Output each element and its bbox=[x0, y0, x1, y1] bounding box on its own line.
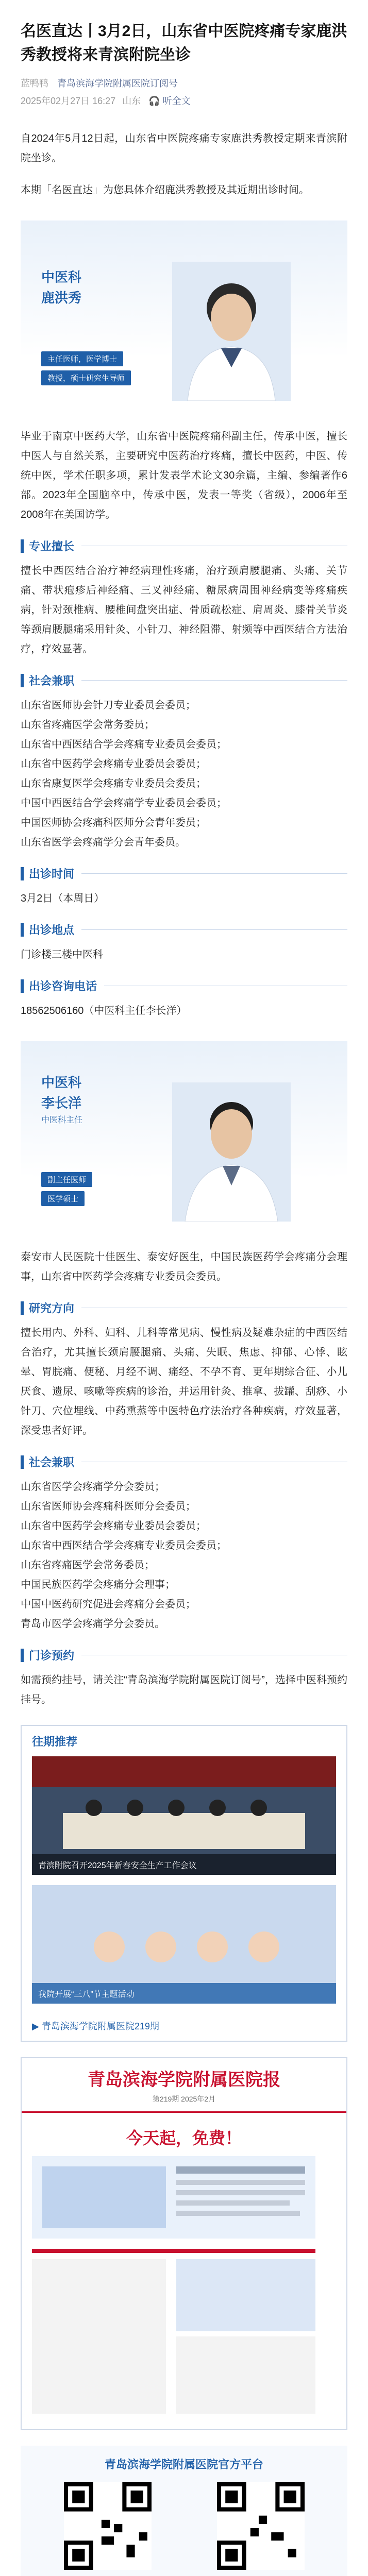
section-research bbox=[21, 1300, 347, 1316]
section-social-label: 社会兼职 bbox=[29, 1456, 75, 1469]
doctor2-name: 李长洋 bbox=[41, 1095, 82, 1111]
doctor2-bio: 泰安市人民医院十佳医生、泰安好医生，中国民族医药学会疼痛分会理事，山东省中医药学会疼痛专业委员会委员。 bbox=[21, 1251, 347, 1282]
section-appointment bbox=[21, 1647, 347, 1663]
qr-subscription[interactable] bbox=[64, 2482, 152, 2576]
news-item-2-title: 我院开展“三八”节主题活动 bbox=[38, 1990, 135, 1999]
article-header bbox=[0, 0, 368, 108]
doctor2-social-list bbox=[21, 1477, 347, 1634]
account-label: 蓝鸭鸭 bbox=[21, 78, 48, 89]
hospital-newspaper[interactable] bbox=[21, 2057, 347, 2430]
doctor1-tag-2: 教授，硕士研究生导师 bbox=[41, 370, 131, 385]
newspaper-issue: 第219期 2025年2月 bbox=[152, 2095, 216, 2103]
clinic-phone: 18562506160（中医科主任李长洋） bbox=[21, 1005, 187, 1016]
event-photo bbox=[32, 1885, 336, 2004]
article-meta bbox=[21, 76, 347, 91]
doctor1-name: 鹿洪秀 bbox=[41, 290, 82, 306]
section-phone bbox=[21, 978, 347, 994]
newspaper-headline: 今天起，免费！ bbox=[126, 2129, 242, 2147]
qr-douyin[interactable] bbox=[217, 2482, 305, 2576]
news-item-1-title: 青滨附院召开2025年新春安全生产工作会议 bbox=[38, 1861, 197, 1870]
list-item: 中国医师协会疼痛科医师分会青年委员； bbox=[21, 817, 206, 828]
section-bar bbox=[21, 674, 24, 687]
list-item: 山东省医学会疼痛学分会委员； bbox=[21, 1481, 165, 1493]
doctor1-photo bbox=[172, 262, 291, 401]
section-bar bbox=[21, 1649, 24, 1662]
article-title: 名医直达丨3月2日，山东省中医院疼痛专家鹿洪秀教授将来青滨附院坐诊 bbox=[21, 23, 347, 63]
section-bar bbox=[21, 923, 24, 937]
list-item: 中国中西医结合学会疼痛学专业委员会委员； bbox=[21, 798, 227, 809]
section-time-label: 出诊时间 bbox=[29, 868, 75, 880]
list-item: 青岛市医学会疼痛学分会委员。 bbox=[21, 1618, 165, 1630]
list-item: 山东省医师协会针刀专业委员会委员； bbox=[21, 700, 196, 711]
section-phone-label: 出诊咨询电话 bbox=[29, 980, 97, 993]
news-item-2[interactable] bbox=[32, 1885, 336, 2004]
section-social-2 bbox=[21, 1454, 347, 1470]
section-bar bbox=[21, 539, 24, 553]
list-item: 中国民族医药学会疼痛分会理事； bbox=[21, 1579, 175, 1590]
section-bar bbox=[21, 979, 24, 993]
doctor2-role: 中医科主任 bbox=[41, 1116, 83, 1125]
qr-codes bbox=[31, 2482, 337, 2576]
doctor2-dept: 中医科 bbox=[41, 1075, 82, 1090]
appointment-text: 如需预约挂号，请关注“青岛滨海学院附属医院订阅号”，选择中医科预约挂号。 bbox=[21, 1674, 347, 1705]
intro-p1: 自2024年5月12日起，山东省中医院疼痛专家鹿洪秀教授定期来青滨附院坐诊。 bbox=[21, 133, 347, 164]
article-meta-2 bbox=[21, 94, 347, 108]
doctor1-card bbox=[21, 221, 347, 416]
newspaper-title: 青岛滨海学院附属医院报 bbox=[88, 2070, 280, 2090]
meeting-photo bbox=[32, 1756, 336, 1875]
list-item: 山东省中医药学会疼痛专业委员会委员； bbox=[21, 1520, 206, 1532]
doctor2-tag-1: 副主任医师 bbox=[41, 1172, 92, 1187]
section-expertise bbox=[21, 538, 347, 554]
triangle-icon: ▶ bbox=[32, 2021, 39, 2031]
list-item: 山东省疼痛医学会常务委员； bbox=[21, 1560, 155, 1571]
doctor1-tag-1: 主任医师，医学博士 bbox=[41, 351, 123, 366]
newspaper-masthead bbox=[22, 2058, 346, 2113]
doctor1-tags bbox=[41, 349, 135, 387]
listen-button[interactable] bbox=[148, 96, 190, 106]
doctor2-tags bbox=[41, 1170, 96, 1208]
list-item: 山东省医师协会疼痛科医师分会委员； bbox=[21, 1501, 196, 1512]
section-line bbox=[81, 680, 347, 681]
article-body bbox=[0, 129, 368, 2576]
clinic-place: 门诊楼三楼中医科 bbox=[21, 949, 103, 960]
list-item: 山东省中医药学会疼痛专业委员会委员； bbox=[21, 758, 206, 770]
intro-p2: 本期「名医直达」为您具体介绍鹿洪秀教授及其近期出诊时间。 bbox=[21, 184, 309, 196]
doctor2-photo bbox=[172, 1082, 291, 1222]
follow-section bbox=[21, 2446, 347, 2576]
section-expertise-label: 专业擅长 bbox=[29, 540, 75, 553]
doctor1-bio: 毕业于南京中医药大学，山东省中医院疼痛科副主任，传承中医，擅长中医人与自然关系，主要研究中医药治疗疼痛，擅长中医药，中医、传统中医，学术任职多项，累计发表学术论文30余篇，主编、参编著作6部。2023年全国脑卒中，传承中医，发表一等奖（省级），2006年至2008年在美国访学。 bbox=[21, 431, 347, 520]
list-item: 山东省疼痛医学会常务委员； bbox=[21, 719, 155, 731]
section-place bbox=[21, 922, 347, 938]
qr-code-icon bbox=[217, 2482, 305, 2570]
news-caption bbox=[22, 2014, 346, 2041]
account-name-link[interactable]: 青岛滨海学院附属医院订阅号 bbox=[57, 78, 178, 89]
section-research-label: 研究方向 bbox=[29, 1302, 75, 1315]
list-item: 山东省中西医结合学会疼痛专业委员会委员； bbox=[21, 739, 227, 750]
doctor2-card bbox=[21, 1041, 347, 1237]
doctor1-social-list bbox=[21, 696, 347, 852]
newspaper-content bbox=[22, 2156, 326, 2424]
list-item: 山东省医学会疼痛学分会青年委员。 bbox=[21, 837, 186, 848]
doctor1-dept: 中医科 bbox=[41, 269, 82, 285]
list-item: 中国中医药研究促进会疼痛分会委员； bbox=[21, 1599, 196, 1610]
section-place-label: 出诊地点 bbox=[29, 924, 75, 937]
news-caption-text: 青岛滨海学院附属医院219期 bbox=[41, 2021, 159, 2031]
publish-date: 2025年02月27日 16:27 bbox=[21, 96, 116, 106]
qr-code-icon bbox=[64, 2482, 152, 2570]
doctor2-research: 擅长用内、外科、妇科、儿科等常见病、慢性病及疑难杂症的中西医结合治疗，尤其擅长颈肩腰腿痛、头痛、失眠、焦虑、抑郁、心悸、眩晕、胃脘痛、便秘、月经不调、痛经、不孕不育、更年期综合征、小儿厌食、遗尿、咳嗽等疾病的诊治，并运用针灸、推拿、拔罐、刮痧、小针刀、穴位埋线、中药熏蒸等中医特色疗法治疗各种疾病，疗效显著，深受患者好评。 bbox=[21, 1327, 347, 1436]
list-item: 山东省康复医学会疼痛专业委员会委员； bbox=[21, 778, 206, 789]
follow-title: 青岛滨海学院附属医院官方平台 bbox=[104, 2458, 263, 2471]
listen-label: 听全文 bbox=[162, 96, 191, 106]
section-bar bbox=[21, 1455, 24, 1469]
section-bar bbox=[21, 867, 24, 880]
recommended-news-header: 往期推荐 bbox=[32, 1735, 78, 1748]
section-bar bbox=[21, 1301, 24, 1315]
doctor1-expertise: 擅长中西医结合治疗神经病理性疼痛，治疗颈肩腰腿痛、头痛、关节痛、带状疱疹后神经痛、三叉神经痛、糖尿病周围神经病变等疼痛疾病，针对颈椎病、腰椎间盘突出症、骨质疏松症、肩周炎、膝骨关节炎等颈肩腰腿痛采用针灸、小针刀、神经阻滞、射频等中西医结合方法治疗，疗效显著。 bbox=[21, 565, 347, 655]
list-item: 山东省中西医结合学会疼痛专业委员会委员； bbox=[21, 1540, 227, 1551]
publish-location: 山东 bbox=[122, 96, 141, 106]
section-social-1 bbox=[21, 672, 347, 688]
doctor2-tag-2: 医学硕士 bbox=[41, 1191, 85, 1206]
section-line bbox=[81, 929, 347, 930]
headphones-icon: 🎧 bbox=[148, 96, 160, 106]
section-time bbox=[21, 866, 347, 882]
section-line bbox=[81, 873, 347, 874]
clinic-time: 3月2日（本周日） bbox=[21, 893, 105, 904]
section-social-label: 社会兼职 bbox=[29, 674, 75, 687]
section-appointment-label: 门诊预约 bbox=[29, 1649, 75, 1662]
recommended-news bbox=[21, 1725, 347, 2042]
news-item-1[interactable] bbox=[32, 1756, 336, 1875]
